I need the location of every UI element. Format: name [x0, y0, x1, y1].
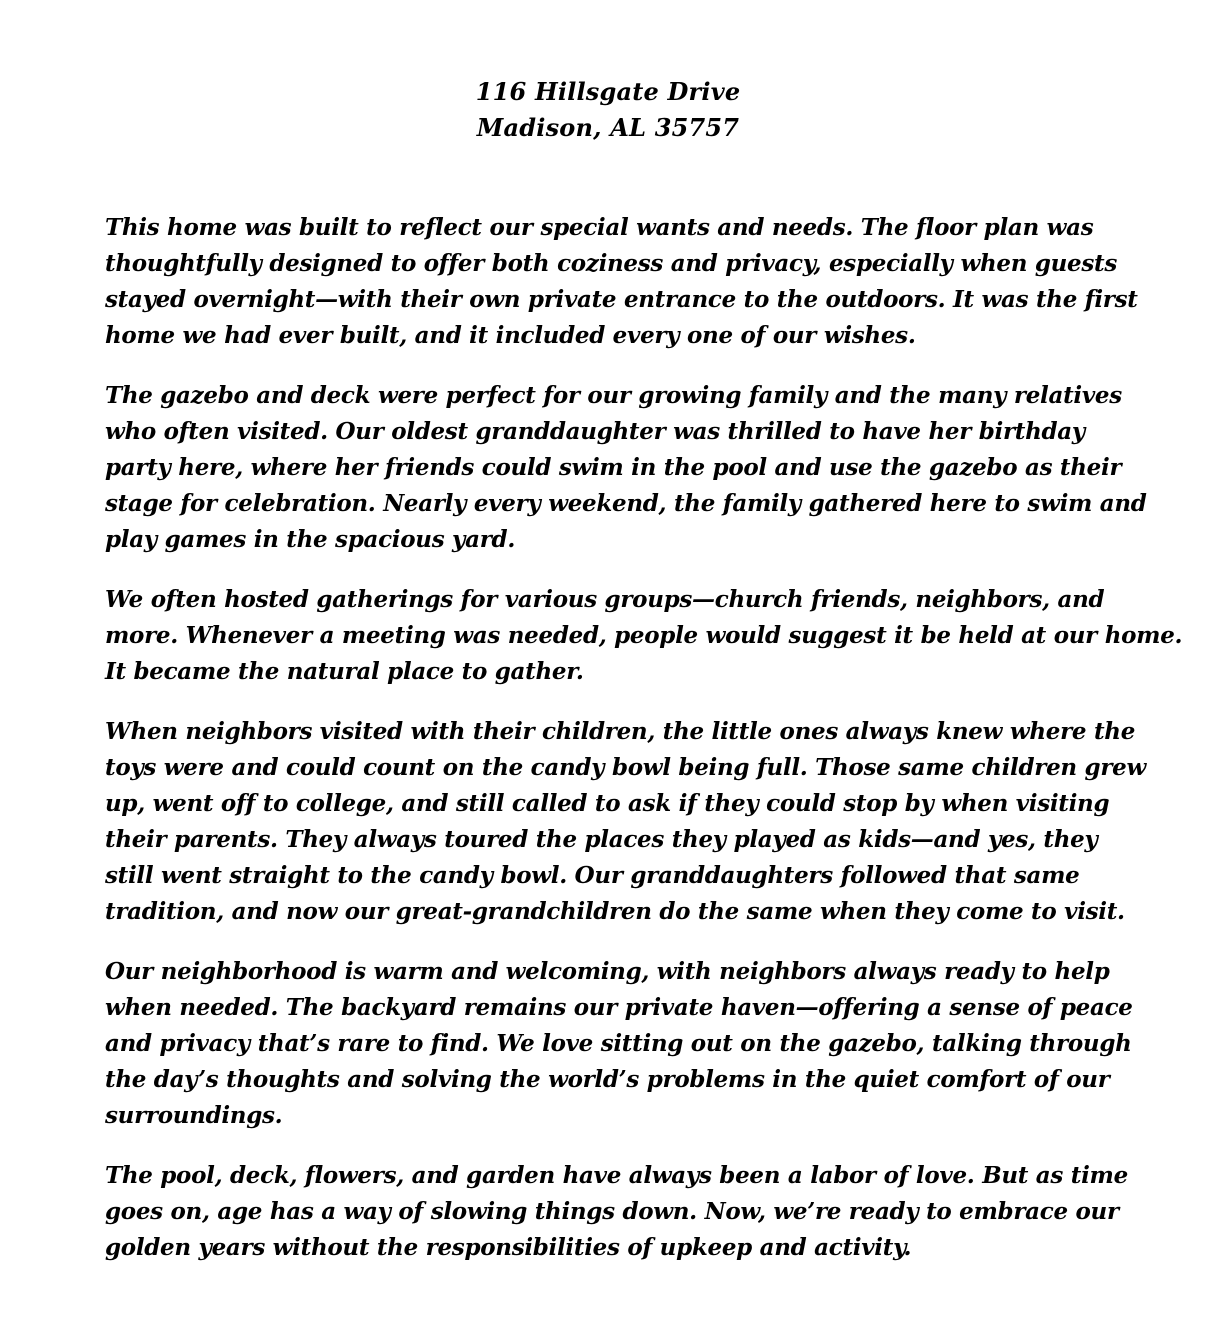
paragraph-line: golden years without the responsibilities of upkeep and activity. [105, 1234, 912, 1261]
paragraph-line: up, went off to college, and still called to ask if they could stop by when visiting [105, 790, 1110, 817]
paragraph-line: Our neighborhood is warm and welcoming, with neighbors always ready to help [105, 958, 1110, 985]
paragraph-line: This home was built to reflect our special wants and needs. The floor plan was [105, 214, 1094, 241]
paragraph-line: goes on, age has a way of slowing things down. Now, we’re ready to embrace our [105, 1198, 1119, 1225]
paragraph-line: who often visited. Our oldest granddaughter was thrilled to have her birthday [105, 418, 1085, 445]
paragraph-line: stage for celebration. Nearly every weekend, the family gathered here to swim and [105, 490, 1147, 517]
paragraph-line: It became the natural place to gather. [105, 658, 584, 685]
paragraph-line: more. Whenever a meeting was needed, people would suggest it be held at our home. [105, 622, 1183, 649]
paragraph-line: their parents. They always toured the places they played as kids—and yes, they [105, 826, 1098, 853]
paragraph-line: play games in the spacious yard. [105, 526, 516, 553]
address-city-line: Madison, AL 35757 [476, 113, 740, 142]
paragraph-4 [105, 714, 1146, 930]
paragraph-line: and privacy that’s rare to find. We love sitting out on the gazebo, talking through [105, 1030, 1132, 1057]
paragraph-line: still went straight to the candy bowl. Our granddaughters followed that same [105, 862, 1080, 889]
paragraph-line: When neighbors visited with their children, the little ones always knew where the [105, 718, 1136, 745]
paragraph-line: home we had ever built, and it included every one of our wishes. [105, 322, 916, 349]
paragraph-line: stayed overnight—with their own private entrance to the outdoors. It was the first [105, 286, 1138, 313]
paragraph-line: party here, where her friends could swim in the pool and use the gazebo as their [105, 454, 1122, 481]
paragraph-line: The pool, deck, flowers, and garden have always been a labor of love. But as time [105, 1162, 1128, 1189]
paragraph-3 [105, 582, 1183, 690]
address-street: 116 Hillsgate Drive [475, 77, 741, 106]
paragraph-2 [105, 378, 1147, 558]
paragraph-line: the day’s thoughts and solving the world’s problems in the quiet comfort of our [105, 1066, 1110, 1093]
paragraph-line: tradition, and now our great-grandchildren do the same when they come to visit. [105, 898, 1125, 925]
paragraph-5 [105, 954, 1133, 1134]
paragraph-line: The gazebo and deck were perfect for our growing family and the many relatives [105, 382, 1122, 409]
paragraph-line: surroundings. [105, 1102, 283, 1129]
paragraph-6 [105, 1158, 1128, 1266]
paragraph-line: when needed. The backyard remains our private haven—offering a sense of peace [105, 994, 1133, 1021]
letter-body [105, 210, 1183, 1290]
paragraph-line: We often hosted gatherings for various groups—church friends, neighbors, and [105, 586, 1105, 613]
paragraph-1 [105, 210, 1138, 354]
paragraph-line: toys were and could count on the candy bowl being full. Those same children grew [105, 754, 1146, 781]
address-block [0, 74, 1216, 146]
paragraph-line: thoughtfully designed to offer both coziness and privacy, especially when guests [105, 250, 1118, 277]
